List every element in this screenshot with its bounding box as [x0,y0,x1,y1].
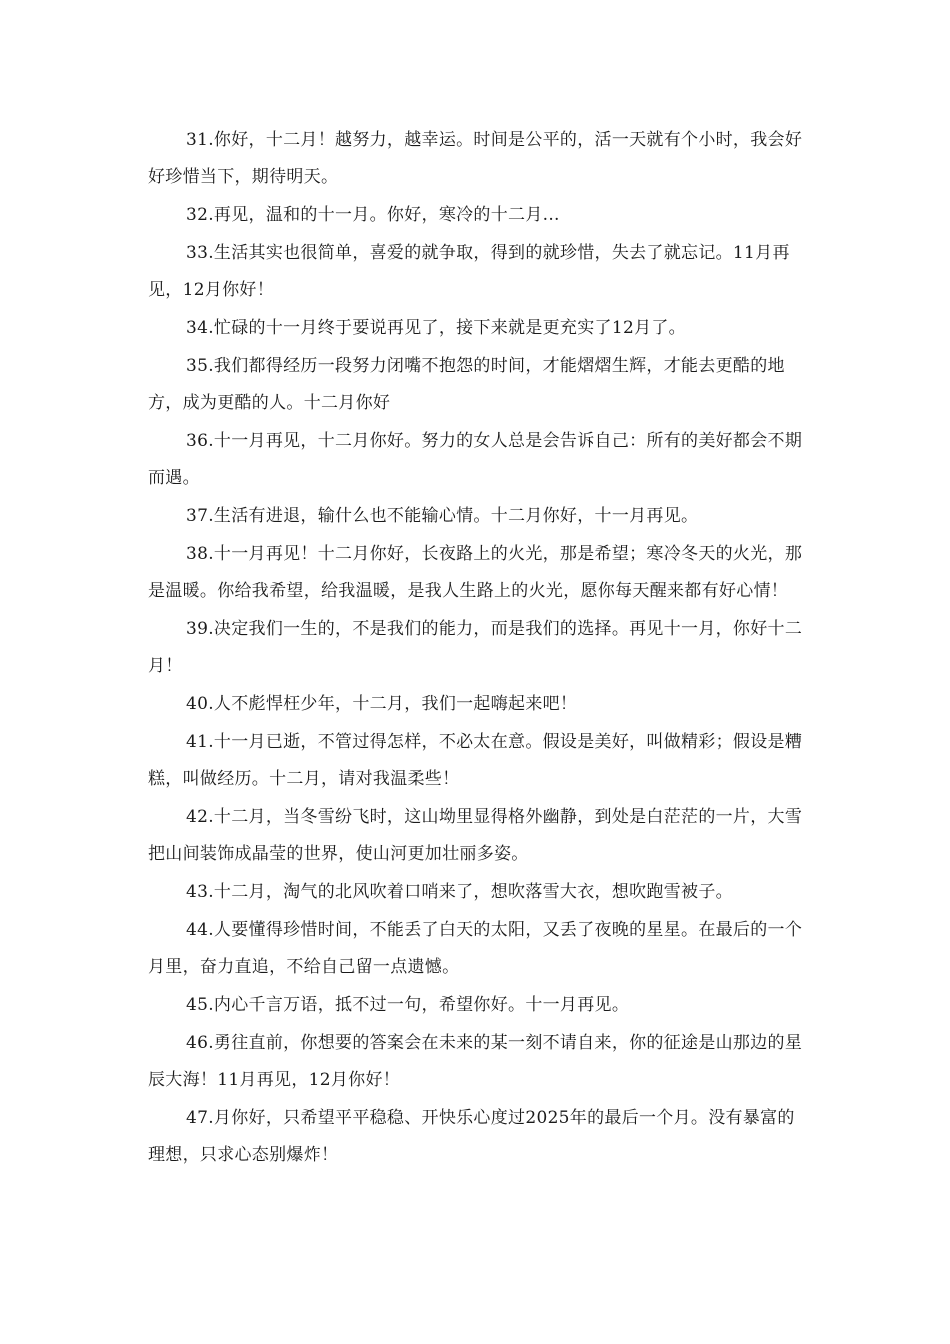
paragraph-38: 38.十一月再见！十二月你好，长夜路上的火光，那是希望；寒冷冬天的火光，那是温暖。你给我希望，给我温暖，是我人生路上的火光，愿你每天醒来都有好心情！ [148,544,803,601]
paragraph-46: 46.勇往直前，你想要的答案会在未来的某一刻不请自来，你的征途是山那边的星辰大海！11月再见，12月你好！ [148,1033,803,1090]
paragraph-45: 45.内心千言万语，抵不过一句，希望你好。十一月再见。 [186,995,630,1015]
paragraph-31: 31.你好，十二月！越努力，越幸运。时间是公平的，活一天就有个小时，我会好好珍惜当下，期待明天。 [148,130,803,187]
paragraph-40: 40.人不彪悍枉少年，十二月，我们一起嗨起来吧！ [186,694,578,714]
paragraph-36: 36.十一月再见，十二月你好。努力的女人总是会告诉自己：所有的美好都会不期而遇。 [148,431,803,488]
paragraph-42: 42.十二月，当冬雪纷飞时，这山坳里显得格外幽静，到处是白茫茫的一片，大雪把山间装饰成晶莹的世界，使山河更加壮丽多姿。 [148,807,803,864]
paragraph-32: 32.再见，温和的十一月。你好，寒冷的十二月... [186,205,560,225]
paragraph-34: 34.忙碌的十一月终于要说再见了，接下来就是更充实了12月了。 [186,318,686,338]
document-body [148,122,808,1175]
paragraph-33: 33.生活其实也很简单，喜爱的就争取，得到的就珍惜，失去了就忘记。11月再见，12月你好！ [148,243,790,300]
paragraph-37: 37.生活有进退，输什么也不能输心情。十二月你好，十一月再见。 [186,506,699,526]
paragraph-47: 47.月你好，只希望平平稳稳、开快乐心度过2025年的最后一个月。没有暴富的理想，只求心态别爆炸！ [148,1108,795,1165]
paragraph-39: 39.决定我们一生的，不是我们的能力，而是我们的选择。再见十一月，你好十二月！ [148,619,803,676]
paragraph-44: 44.人要懂得珍惜时间，不能丢了白天的太阳，又丢了夜晚的星星。在最后的一个月里，奋力直追，不给自己留一点遗憾。 [148,920,803,977]
paragraph-43: 43.十二月，淘气的北风吹着口哨来了，想吹落雪大衣，想吹跑雪被子。 [186,882,733,902]
paragraph-41: 41.十一月已逝，不管过得怎样，不必太在意。假设是美好，叫做精彩；假设是糟糕，叫做经历。十二月，请对我温柔些！ [148,732,803,789]
paragraph-35: 35.我们都得经历一段努力闭嘴不抱怨的时间，才能熠熠生辉，才能去更酷的地方，成为更酷的人。十二月你好 [148,356,785,413]
